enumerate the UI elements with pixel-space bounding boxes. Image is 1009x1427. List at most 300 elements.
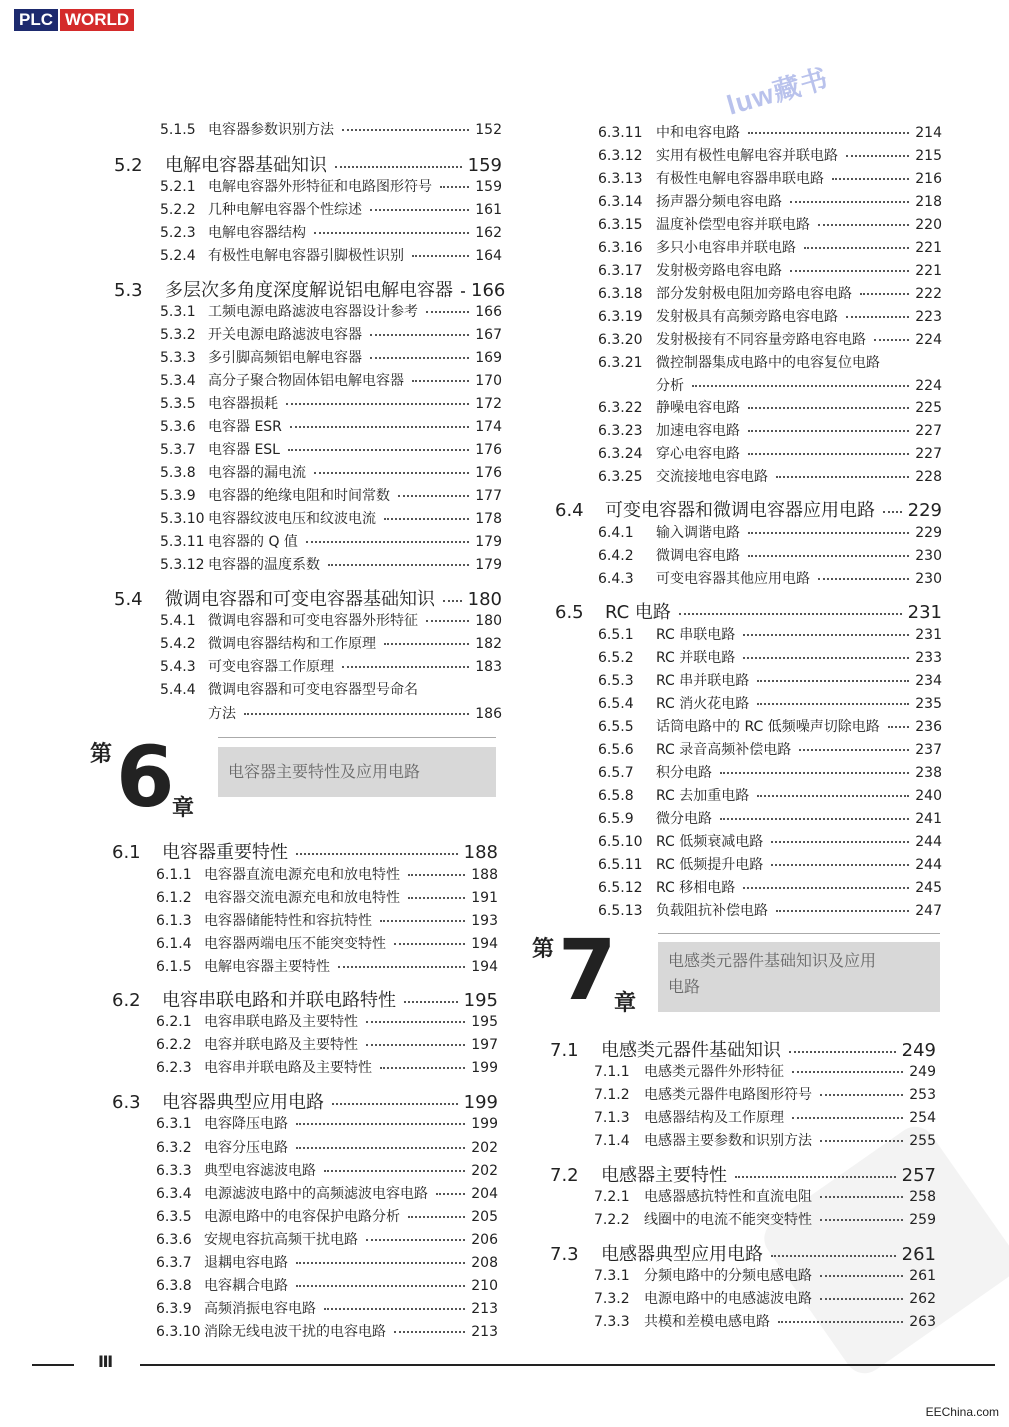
- toc-number: 6.3.2: [156, 1140, 192, 1156]
- watermark-stamp: luw藏书: [723, 63, 832, 121]
- chapter-title: [658, 942, 940, 1012]
- toc-leader-dots: [874, 339, 909, 341]
- toc-leader-dots: [412, 255, 469, 257]
- toc-leader-dots: [692, 385, 909, 387]
- footer-rule-left: [32, 1364, 74, 1366]
- toc-page-number: 220: [915, 217, 942, 233]
- toc-number: 5.4: [114, 589, 143, 610]
- toc-entry-row: [598, 443, 942, 463]
- toc-entry-row: [598, 375, 942, 395]
- toc-title: 微调电容器结构和工作原理: [208, 636, 376, 652]
- toc-number: 6.5.8: [598, 788, 634, 804]
- toc-leader-dots: [792, 1071, 903, 1073]
- toc-entry-row: [156, 1034, 498, 1054]
- toc-entry-row: [594, 1288, 936, 1308]
- toc-number: 5.2.2: [160, 202, 196, 218]
- toc-leader-dots: [792, 1117, 903, 1119]
- toc-page-number: 245: [915, 880, 942, 896]
- toc-number: 7.2.1: [594, 1189, 630, 1205]
- toc-number: 5.3.4: [160, 373, 196, 389]
- toc-number: 6.3.19: [598, 309, 643, 325]
- toc-leader-dots: [748, 407, 909, 409]
- toc-number: 6.3.8: [156, 1278, 192, 1294]
- toc-leader-dots: [720, 818, 909, 820]
- toc-leader-dots: [380, 920, 465, 922]
- toc-page-number: 193: [471, 913, 498, 929]
- toc-number: 6.1.2: [156, 890, 192, 906]
- toc-title: 可变电容器工作原理: [208, 659, 334, 675]
- toc-page-number: 166: [471, 280, 506, 301]
- toc-title: 交流接地电容电路: [656, 469, 768, 485]
- toc-page-number: 169: [475, 350, 502, 366]
- toc-leader-dots: [286, 403, 469, 405]
- toc-section-row: [112, 1088, 498, 1114]
- toc-leader-dots: [288, 449, 469, 451]
- toc-title: 安规电容抗高频干扰电路: [204, 1232, 358, 1248]
- toc-entry-row: [594, 1107, 936, 1127]
- toc-title: 多层次多角度深度解说铝电解电容器: [165, 280, 453, 301]
- toc-number: 6.5.13: [598, 903, 643, 919]
- toc-leader-dots: [679, 613, 902, 615]
- toc-number: 7.1.4: [594, 1133, 630, 1149]
- toc-leader-dots: [748, 555, 909, 557]
- toc-number: 6.3.17: [598, 263, 643, 279]
- toc-title: 实用有极性电解电容并联电路: [656, 148, 838, 164]
- toc-title: 微调电容器和可变电容器基础知识: [165, 589, 435, 610]
- toc-page-number: 231: [907, 602, 942, 623]
- toc-number: 5.3.3: [160, 350, 196, 366]
- toc-page-number: 176: [475, 465, 502, 481]
- toc-entry-row: [160, 301, 502, 321]
- toc-leader-dots: [720, 772, 909, 774]
- toc-entry-row: [160, 633, 502, 653]
- toc-page-number: 182: [475, 636, 502, 652]
- toc-page-number: 255: [909, 1133, 936, 1149]
- toc-leader-dots: [771, 864, 909, 866]
- toc-entry-row: [598, 693, 942, 713]
- toc-page-number: 233: [915, 650, 942, 666]
- toc-title: 电容并联电路及主要特性: [204, 1037, 358, 1053]
- toc-page-number: 202: [471, 1140, 498, 1156]
- toc-leader-dots: [860, 293, 909, 295]
- toc-number: 6.3.1: [156, 1116, 192, 1132]
- toc-number: 5.1.5: [160, 122, 196, 138]
- toc-entry-row: [598, 329, 942, 349]
- toc-leader-dots: [748, 532, 909, 534]
- toc-entry-row: [160, 370, 502, 390]
- toc-page-number: 152: [475, 122, 502, 138]
- toc-page-number: 176: [475, 442, 502, 458]
- toc-title: 电感器感抗特性和直流电阻: [644, 1189, 812, 1205]
- toc-number: 7.1.3: [594, 1110, 630, 1126]
- toc-entry-row: [156, 864, 498, 884]
- toc-title: 电容器直流电源充电和放电特性: [204, 867, 400, 883]
- toc-leader-dots: [296, 1123, 465, 1125]
- toc-leader-dots: [366, 1044, 465, 1046]
- toc-number: 6.5.1: [598, 627, 634, 643]
- toc-number: 6.3.5: [156, 1209, 192, 1225]
- toc-title: 电容器参数识别方法: [208, 122, 334, 138]
- toc-entry-row: [156, 1183, 498, 1203]
- toc-leader-dots: [778, 1321, 903, 1323]
- toc-leader-dots: [408, 874, 465, 876]
- toc-section-row: [114, 276, 506, 302]
- chapter-number: 7: [558, 921, 617, 1019]
- toc-entry-row: [156, 1252, 498, 1272]
- toc-number: 6.3.9: [156, 1301, 192, 1317]
- toc-number: 6.2.2: [156, 1037, 192, 1053]
- toc-entry-row: [156, 933, 498, 953]
- toc-number: 6.5.6: [598, 742, 634, 758]
- toc-number: 5.3.7: [160, 442, 196, 458]
- toc-entry-row: [160, 485, 502, 505]
- toc-title: 电容器 ESR: [208, 419, 282, 435]
- toc-page-number: 228: [915, 469, 942, 485]
- toc-page-number: 237: [915, 742, 942, 758]
- toc-title: 负载阻抗补偿电路: [656, 903, 768, 919]
- toc-entry-row: [598, 624, 942, 644]
- toc-number: 6.5.7: [598, 765, 634, 781]
- toc-entry-row: [160, 508, 502, 528]
- toc-entry-row: [160, 347, 502, 367]
- toc-page-number: 227: [915, 423, 942, 439]
- toc-number: 6.4.1: [598, 525, 634, 541]
- toc-entry-row: [598, 122, 942, 142]
- toc-title: 电容串联电路和并联电路特性: [162, 990, 396, 1011]
- toc-title: 积分电路: [656, 765, 712, 781]
- toc-leader-dots: [306, 541, 469, 543]
- toc-entry-row: [156, 1137, 498, 1157]
- toc-entry-row: [156, 1113, 498, 1133]
- toc-title: 多只小电容串并联电路: [656, 240, 796, 256]
- toc-entry-row: [156, 887, 498, 907]
- chapter-suffix: 章: [614, 990, 637, 1016]
- toc-number: 7.2: [550, 1165, 579, 1186]
- toc-leader-dots: [335, 166, 462, 168]
- toc-page-number: 236: [915, 719, 942, 735]
- toc-page-number: 258: [909, 1189, 936, 1205]
- toc-leader-dots: [314, 232, 469, 234]
- toc-leader-dots: [743, 657, 909, 659]
- toc-title: 微调电容电路: [656, 548, 740, 564]
- toc-title: 可变电容器和微调电容器应用电路: [605, 500, 875, 521]
- toc-number: 6.2.1: [156, 1014, 192, 1030]
- toc-title: 电感器主要参数和识别方法: [644, 1133, 812, 1149]
- toc-number: 7.1.1: [594, 1064, 630, 1080]
- toc-page-number: 159: [475, 179, 502, 195]
- toc-leader-dots: [820, 1219, 903, 1221]
- toc-title: 发射极具有高频旁路电容电路: [656, 309, 838, 325]
- toc-number: 6.1.1: [156, 867, 192, 883]
- toc-section-row: [550, 1161, 936, 1187]
- toc-number: 7.1.2: [594, 1087, 630, 1103]
- toc-title: 电容降压电路: [204, 1116, 288, 1132]
- toc-title: 消除无线电波干扰的电容电路: [204, 1324, 386, 1340]
- toc-page-number: 179: [475, 557, 502, 573]
- toc-leader-dots: [324, 1308, 465, 1310]
- toc-page-number: 166: [475, 304, 502, 320]
- toc-number: 5.3.2: [160, 327, 196, 343]
- toc-number: 6.5.9: [598, 811, 634, 827]
- toc-entry-row: [160, 393, 502, 413]
- toc-title: 电解电容器主要特性: [204, 959, 330, 975]
- toc-page-number: 178: [475, 511, 502, 527]
- toc-leader-dots: [832, 178, 909, 180]
- toc-number: 7.2.2: [594, 1212, 630, 1228]
- toc-number: 7.3.1: [594, 1268, 630, 1284]
- toc-entry-row: [160, 176, 502, 196]
- toc-page-number: 197: [471, 1037, 498, 1053]
- logo-plc: PLC: [14, 9, 58, 31]
- toc-entry-row: [160, 554, 502, 574]
- toc-number: 5.2.1: [160, 179, 196, 195]
- toc-entry-row: [156, 1275, 498, 1295]
- toc-page-number: 202: [471, 1163, 498, 1179]
- toc-title: RC 低频衰减电路: [656, 834, 764, 850]
- toc-number: 6.5.10: [598, 834, 643, 850]
- toc-leader-dots: [328, 564, 469, 566]
- toc-entry-row: [594, 1084, 936, 1104]
- toc-title: 电容耦合电路: [204, 1278, 288, 1294]
- toc-page-number: 183: [475, 659, 502, 675]
- toc-page-number: 234: [915, 673, 942, 689]
- toc-entry-row: [156, 1321, 498, 1341]
- toc-entry-row: [598, 283, 942, 303]
- toc-number: 5.3.1: [160, 304, 196, 320]
- toc-leader-dots: [790, 270, 909, 272]
- toc-title: 扬声器分频电容电路: [656, 194, 782, 210]
- toc-leader-dots: [820, 1094, 903, 1096]
- toc-page-number: 170: [475, 373, 502, 389]
- toc-number: 5.3.12: [160, 557, 205, 573]
- toc-page-number: 263: [909, 1314, 936, 1330]
- toc-page-number: 262: [909, 1291, 936, 1307]
- toc-leader-dots: [748, 430, 909, 432]
- toc-entry-row: [598, 168, 942, 188]
- toc-leader-dots: [743, 634, 909, 636]
- toc-title: 电感类元器件基础知识: [601, 1040, 781, 1061]
- toc-entry-row: [598, 466, 942, 486]
- toc-entry-row: [160, 610, 502, 630]
- toc-number: 6.3.6: [156, 1232, 192, 1248]
- toc-leader-dots: [296, 1285, 465, 1287]
- toc-entry-row: [598, 647, 942, 667]
- chapter-number: 6: [116, 728, 175, 826]
- toc-leader-dots: [757, 703, 909, 705]
- toc-number: 6.1.3: [156, 913, 192, 929]
- toc-leader-dots: [342, 666, 469, 668]
- toc-page-number: 174: [475, 419, 502, 435]
- toc-number: 6.3.18: [598, 286, 643, 302]
- toc-page-number: 191: [471, 890, 498, 906]
- toc-section-row: [555, 598, 942, 624]
- toc-page-number: 188: [471, 867, 498, 883]
- toc-number: 6.1: [112, 842, 141, 863]
- toc-number: 5.3.11: [160, 534, 205, 550]
- toc-title: 电容器重要特性: [162, 842, 288, 863]
- toc-page-number: 195: [471, 1014, 498, 1030]
- toc-page-number: 161: [475, 202, 502, 218]
- toc-entry-row: [160, 199, 502, 219]
- toc-page-number: 254: [909, 1110, 936, 1126]
- toc-entry-row: [598, 762, 942, 782]
- toc-page-number: 235: [915, 696, 942, 712]
- toc-number: 6.3.4: [156, 1186, 192, 1202]
- toc-title: 微调电容器和可变电容器型号命名: [208, 682, 418, 698]
- toc-number: 5.3.10: [160, 511, 205, 527]
- toc-leader-dots: [440, 186, 469, 188]
- toc-page-number: 223: [915, 309, 942, 325]
- chapter-title-line-1: 电感类元器件基础知识及应用: [668, 951, 877, 970]
- toc-title: 电容器的绝缘电阻和时间常数: [208, 488, 390, 504]
- toc-page-number: 167: [475, 327, 502, 343]
- toc-page-number: 205: [471, 1209, 498, 1225]
- toc-leader-dots: [380, 1067, 465, 1069]
- toc-leader-dots: [296, 1262, 465, 1264]
- toc-title: 电感器结构及工作原理: [644, 1110, 784, 1126]
- toc-number: 5.4.1: [160, 613, 196, 629]
- toc-entry-row: [598, 568, 942, 588]
- toc-title: RC 并联电路: [656, 650, 736, 666]
- toc-entry-row: [156, 910, 498, 930]
- toc-leader-dots: [296, 1147, 465, 1149]
- toc-page-number: 221: [915, 240, 942, 256]
- toc-leader-dots: [370, 209, 469, 211]
- toc-page-number: 249: [909, 1064, 936, 1080]
- toc-entry-row: [160, 679, 502, 699]
- toc-page-number: 180: [475, 613, 502, 629]
- toc-entry-row: [598, 397, 942, 417]
- toc-title: 电感类元器件电路图形符号: [644, 1087, 812, 1103]
- toc-title: 电容串联电路及主要特性: [204, 1014, 358, 1030]
- toc-entry-row: [598, 214, 942, 234]
- toc-page-number: 227: [915, 446, 942, 462]
- toc-page-number: 214: [915, 125, 942, 141]
- toc-number: 6.4.2: [598, 548, 634, 564]
- toc-page-number: 199: [463, 1092, 498, 1113]
- toc-leader-dots: [394, 1331, 465, 1333]
- toc-number: 6.5: [555, 602, 584, 623]
- toc-number: 5.3.5: [160, 396, 196, 412]
- toc-page-number: 261: [909, 1268, 936, 1284]
- toc-entry-row: [598, 785, 942, 805]
- toc-number: 6.5.3: [598, 673, 634, 689]
- toc-entry-row: [594, 1209, 936, 1229]
- toc-leader-dots: [443, 600, 462, 602]
- toc-section-row: [114, 151, 502, 177]
- toc-title: 电解电容器外形特征和电路图形符号: [208, 179, 432, 195]
- chapter-rule: [658, 933, 940, 934]
- toc-section-row: [550, 1036, 936, 1062]
- toc-leader-dots: [771, 841, 909, 843]
- toc-section-row: [550, 1240, 936, 1266]
- toc-leader-dots: [461, 291, 465, 293]
- toc-page-number: 199: [471, 1116, 498, 1132]
- toc-entry-row: [160, 222, 502, 242]
- toc-leader-dots: [384, 518, 469, 520]
- toc-number: 5.3: [114, 280, 143, 301]
- toc-leader-dots: [342, 129, 469, 131]
- toc-number: 6.3.15: [598, 217, 643, 233]
- toc-title: 微控制器集成电路中的电容复位电路: [656, 355, 880, 371]
- toc-entry-row: [598, 670, 942, 690]
- toc-leader-dots: [296, 853, 458, 855]
- toc-entry-row: [598, 831, 942, 851]
- toc-section-row: [112, 838, 498, 864]
- toc-entry-row: [598, 420, 942, 440]
- toc-title: 发射极接有不同容量旁路电容电路: [656, 332, 866, 348]
- toc-page-number: 162: [475, 225, 502, 241]
- toc-title: 电解电容器结构: [208, 225, 306, 241]
- toc-leader-dots: [244, 713, 469, 715]
- toc-title: 开关电源电路滤波电容器: [208, 327, 362, 343]
- toc-title: 微分电路: [656, 811, 712, 827]
- toc-page-number: 186: [475, 706, 502, 722]
- toc-section-row: [555, 496, 942, 522]
- toc-title: RC 电路: [605, 602, 671, 623]
- toc-title: RC 移相电路: [656, 880, 736, 896]
- toc-title: 电感器典型应用电路: [601, 1244, 763, 1265]
- toc-leader-dots: [820, 1298, 903, 1300]
- toc-title: 电容器交流电源充电和放电特性: [204, 890, 400, 906]
- toc-entry-row: [160, 416, 502, 436]
- toc-page-number: 247: [915, 903, 942, 919]
- toc-leader-dots: [384, 643, 469, 645]
- toc-title: RC 低频提升电路: [656, 857, 764, 873]
- toc-leader-dots: [743, 887, 909, 889]
- toc-entry-row: [156, 1011, 498, 1031]
- toc-number: 6.3.23: [598, 423, 643, 439]
- toc-page-number: 249: [901, 1040, 936, 1061]
- toc-leader-dots: [366, 1021, 465, 1023]
- toc-number: 6.3.24: [598, 446, 643, 462]
- toc-title: 工频电源电路滤波电容器设计参考: [208, 304, 418, 320]
- footer-rule: [140, 1364, 995, 1366]
- toc-leader-dots: [804, 247, 909, 249]
- toc-page-number: 210: [471, 1278, 498, 1294]
- toc-title: 电感器主要特性: [601, 1165, 727, 1186]
- toc-number: 6.3.16: [598, 240, 643, 256]
- toc-leader-dots: [799, 749, 909, 751]
- toc-leader-dots: [883, 511, 902, 513]
- toc-number: 7.3.3: [594, 1314, 630, 1330]
- toc-page-number: 224: [915, 378, 942, 394]
- toc-entry-row: [156, 1229, 498, 1249]
- toc-title: 电容器的温度系数: [208, 557, 320, 573]
- toc-entry-row: [594, 1265, 936, 1285]
- toc-entry-row: [598, 877, 942, 897]
- toc-page-number: 257: [901, 1165, 936, 1186]
- chapter-title-line-2: 电路: [668, 977, 701, 996]
- toc-leader-dots: [757, 680, 909, 682]
- toc-entry-row: [598, 739, 942, 759]
- toc-entry-row: [160, 656, 502, 676]
- site-credit: EEChina.com: [925, 1405, 999, 1419]
- toc-entry-row: [598, 191, 942, 211]
- toc-page-number: 194: [471, 936, 498, 952]
- toc-number: 6.2: [112, 990, 141, 1011]
- toc-page-number: 230: [915, 571, 942, 587]
- toc-leader-dots: [366, 1239, 465, 1241]
- toc-entry-row: [598, 306, 942, 326]
- toc-leader-dots: [404, 1001, 458, 1003]
- toc-leader-dots: [370, 357, 469, 359]
- toc-number: 6.3.7: [156, 1255, 192, 1271]
- toc-title: 分频电路中的分频电感电路: [644, 1268, 812, 1284]
- toc-leader-dots: [771, 1255, 896, 1257]
- toc-number: 6.3.11: [598, 125, 643, 141]
- toc-number: 7.3.2: [594, 1291, 630, 1307]
